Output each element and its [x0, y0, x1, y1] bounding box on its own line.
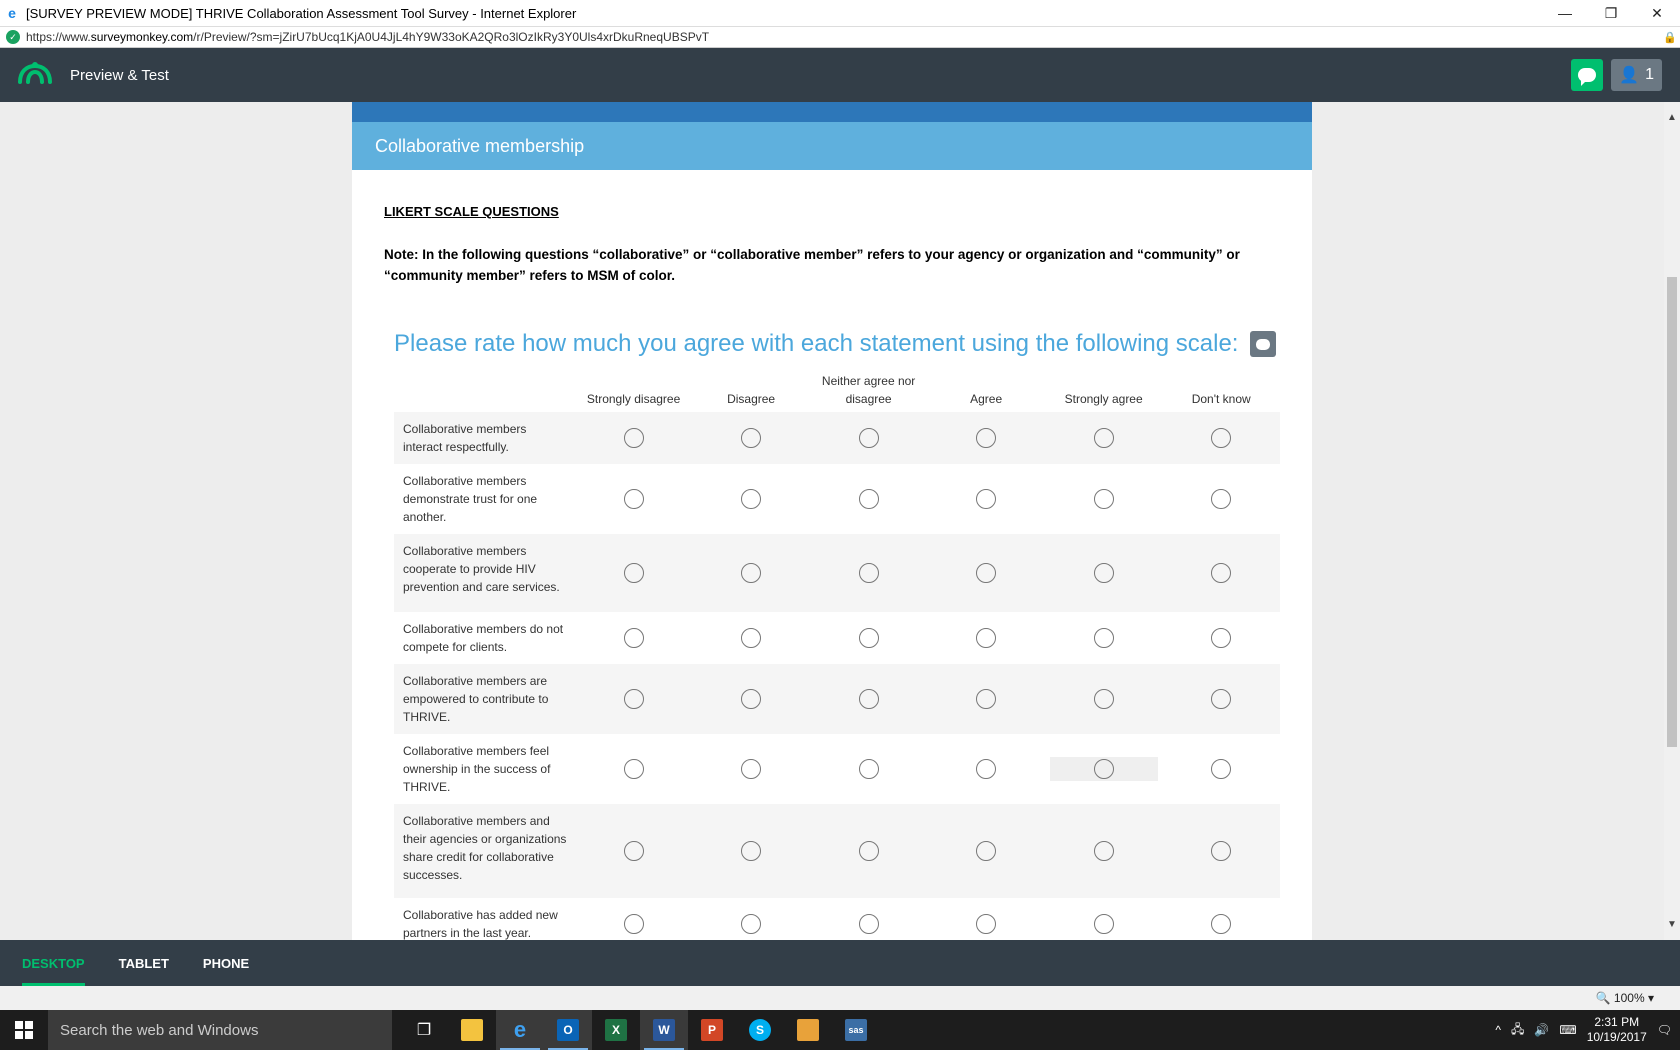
folder-glyph	[461, 1019, 483, 1041]
row-label: Collaborative members feel ownership in the success of THRIVE.	[403, 744, 551, 794]
skype-glyph: S	[749, 1019, 771, 1041]
survey-page	[352, 102, 1312, 940]
row-label: Collaborative members and their agencies or organizations share credit for collaborative successes.	[394, 804, 575, 898]
matrix-cell	[927, 734, 1045, 804]
radio-option[interactable]	[1211, 914, 1231, 934]
matrix-cell	[575, 898, 693, 940]
matrix-cell	[810, 804, 928, 898]
radio-option[interactable]	[741, 689, 761, 709]
skype-icon[interactable]	[736, 1010, 784, 1050]
clock-time: 2:31 PM	[1594, 1015, 1640, 1029]
radio-option[interactable]	[976, 841, 996, 861]
matrix-cell	[1162, 734, 1280, 804]
matrix-header-row	[394, 372, 1280, 412]
radio-option[interactable]	[1094, 689, 1114, 709]
matrix-cell	[575, 664, 693, 734]
radio-option[interactable]	[1211, 689, 1231, 709]
radio-option[interactable]	[1094, 914, 1114, 934]
radio-option[interactable]	[1211, 428, 1231, 448]
matrix-cell	[927, 412, 1045, 464]
column-header: Agree	[970, 392, 1003, 406]
matrix-cell	[1162, 464, 1280, 534]
matrix-cell	[1162, 612, 1280, 664]
matrix-cell	[1045, 898, 1163, 940]
taskbar-apps	[400, 1010, 880, 1050]
radio-option[interactable]	[859, 628, 879, 648]
matrix-cell	[1045, 664, 1163, 734]
radio-option[interactable]	[859, 428, 879, 448]
radio-option[interactable]	[859, 759, 879, 779]
sas-icon[interactable]	[832, 1010, 880, 1050]
radio-option[interactable]	[1211, 759, 1231, 779]
survey-top-band	[352, 102, 1312, 122]
radio-option[interactable]	[859, 689, 879, 709]
scroll-down-icon[interactable]: ▼	[1667, 919, 1677, 930]
radio-option[interactable]	[1094, 489, 1114, 509]
matrix-cell	[692, 534, 810, 612]
restore-button[interactable]: ❐	[1604, 4, 1618, 21]
row-label: Collaborative members do not compete for clients.	[403, 622, 564, 654]
powerpoint-glyph: P	[701, 1019, 723, 1041]
matrix-cell	[810, 534, 928, 612]
internet-explorer-icon: e	[8, 5, 16, 21]
matrix-cell	[1045, 412, 1163, 464]
radio-option[interactable]	[1211, 628, 1231, 648]
matrix-cell	[810, 464, 928, 534]
app-title: Preview & Test	[70, 66, 169, 84]
windows-taskbar	[0, 1010, 1680, 1050]
excel-icon[interactable]	[592, 1010, 640, 1050]
matrix-cell	[1045, 464, 1163, 534]
radio-option[interactable]	[624, 689, 644, 709]
ie-glyph: e	[513, 1017, 527, 1042]
matrix-cell	[1045, 734, 1163, 804]
url-domain: surveymonkey.com	[90, 30, 194, 44]
matrix-cell	[575, 534, 693, 612]
device-tab-desktop[interactable]: DESKTOP	[22, 940, 85, 986]
radio-option[interactable]	[859, 841, 879, 861]
powerpoint-icon[interactable]	[688, 1010, 736, 1050]
radio-option[interactable]	[1094, 841, 1114, 861]
page-header: Collaborative membership	[352, 122, 1312, 170]
matrix-cell	[1162, 898, 1280, 940]
matrix-cell	[575, 734, 693, 804]
chevron-up-icon[interactable]: ^	[1495, 1023, 1502, 1037]
url-prefix: https://www.	[26, 30, 91, 44]
radio-option[interactable]	[741, 628, 761, 648]
url-field[interactable]	[26, 30, 1660, 44]
matrix-cell	[692, 734, 810, 804]
survey-canvas[interactable]	[0, 102, 1664, 940]
radio-option[interactable]	[624, 759, 644, 779]
app-header	[0, 48, 1680, 102]
matrix-row	[394, 412, 1280, 464]
matrix-cell	[810, 898, 928, 940]
matrix-cell	[575, 412, 693, 464]
surveymonkey-logo-icon[interactable]	[16, 60, 56, 90]
radio-option[interactable]	[859, 563, 879, 583]
radio-option[interactable]	[741, 914, 761, 934]
likert-matrix	[394, 372, 1280, 940]
matrix-cell	[1045, 612, 1163, 664]
zoom-control[interactable]	[1596, 991, 1654, 1005]
radio-option[interactable]	[976, 428, 996, 448]
column-header: Strongly agree	[1064, 392, 1143, 406]
device-preview-bar	[0, 940, 1680, 986]
lock-icon[interactable]: 🔒	[1663, 31, 1677, 44]
volume-icon[interactable]: 🔊	[1534, 1023, 1550, 1037]
radio-option[interactable]	[976, 489, 996, 509]
radio-option[interactable]	[976, 628, 996, 648]
question-heading	[384, 330, 1280, 358]
reviewers-button[interactable]	[1611, 59, 1662, 91]
excel-glyph: X	[605, 1019, 627, 1041]
word-icon[interactable]	[640, 1010, 688, 1050]
matrix-corner	[394, 372, 575, 412]
window-controls	[1542, 0, 1680, 26]
clock[interactable]	[1587, 1015, 1647, 1045]
radio-option[interactable]	[1094, 563, 1114, 583]
radio-option[interactable]	[859, 914, 879, 934]
column-header: Strongly disagree	[586, 392, 681, 406]
matrix-cell	[692, 464, 810, 534]
radio-option[interactable]	[741, 489, 761, 509]
radio-option[interactable]	[624, 428, 644, 448]
radio-option[interactable]	[1094, 428, 1114, 448]
scroll-up-icon[interactable]: ▲	[1667, 112, 1677, 123]
matrix-cell	[692, 898, 810, 940]
column-header: Neither agree nor disagree	[821, 374, 916, 406]
column-header: Don't know	[1191, 392, 1251, 406]
reviewer-count: 1	[1645, 66, 1654, 83]
radio-option[interactable]	[624, 914, 644, 934]
radio-option[interactable]	[976, 759, 996, 779]
matrix-row	[394, 734, 1280, 804]
matrix-cell	[575, 612, 693, 664]
matrix-row	[394, 534, 1280, 612]
matrix-cell	[1162, 534, 1280, 612]
start-button[interactable]	[0, 1010, 48, 1050]
close-button[interactable]: ✕	[1651, 4, 1663, 21]
radio-option[interactable]	[1211, 489, 1231, 509]
radio-option[interactable]	[1094, 628, 1114, 648]
matrix-cell	[927, 898, 1045, 940]
paint-icon[interactable]	[784, 1010, 832, 1050]
sas-glyph: sas	[845, 1019, 867, 1041]
row-label: Collaborative members are empowered to contribute to THRIVE.	[394, 664, 575, 734]
radio-option[interactable]	[976, 563, 996, 583]
user-icon: 👤	[1619, 67, 1640, 84]
zoom-level: 100%	[1613, 991, 1645, 1005]
address-bar[interactable]	[0, 26, 1680, 48]
radio-option[interactable]	[624, 841, 644, 861]
matrix-cell	[927, 612, 1045, 664]
paint-glyph	[797, 1019, 819, 1041]
keyboard-icon[interactable]: ⌨	[1559, 1023, 1577, 1037]
row-label: Collaborative members interact respectfully.	[394, 412, 575, 464]
matrix-cell	[1045, 804, 1163, 898]
radio-option[interactable]	[741, 428, 761, 448]
word-glyph: W	[653, 1019, 675, 1041]
radio-option[interactable]	[1094, 759, 1114, 779]
outlook-glyph: O	[557, 1019, 579, 1041]
logo-svg	[16, 60, 54, 86]
matrix-cell	[927, 464, 1045, 534]
notifications-icon[interactable]: 🗨	[1656, 1023, 1672, 1037]
matrix-row	[394, 612, 1280, 664]
taskbar-search[interactable]: Search the web and Windows	[48, 1010, 392, 1050]
vertical-scrollbar[interactable]	[1664, 102, 1680, 940]
radio-option[interactable]	[1211, 841, 1231, 861]
matrix-cell	[692, 612, 810, 664]
hover-highlight	[1050, 757, 1158, 781]
question-comment-icon[interactable]	[1250, 331, 1276, 357]
matrix-cell	[810, 612, 928, 664]
matrix-cell	[575, 464, 693, 534]
secure-site-icon: ✓	[6, 30, 20, 44]
matrix-cell	[810, 664, 928, 734]
windows-logo-icon	[15, 1021, 33, 1039]
matrix-row	[394, 664, 1280, 734]
question-text: Please rate how much you agree with each statement using the following scale:	[394, 330, 1239, 357]
radio-option[interactable]	[741, 841, 761, 861]
chat-bubble-icon	[1578, 68, 1596, 82]
column-header: Disagree	[727, 392, 776, 406]
comments-button[interactable]	[1571, 59, 1603, 91]
matrix-row	[394, 464, 1280, 534]
minimize-button[interactable]: —	[1558, 5, 1572, 21]
matrix-cell	[927, 664, 1045, 734]
url-path: /r/Preview/?sm=jZirU7bUcq1KjA0U4JjL4hY9W33oKA2QRo3lOzIkRy3Y0Uls4xrDkuRneqUBSPvT	[193, 30, 710, 44]
matrix-cell	[810, 734, 928, 804]
matrix-cell	[575, 804, 693, 898]
matrix-cell	[692, 412, 810, 464]
matrix-cell	[1162, 804, 1280, 898]
radio-option[interactable]	[624, 489, 644, 509]
file-explorer-icon[interactable]	[448, 1010, 496, 1050]
radio-option[interactable]	[1211, 563, 1231, 583]
matrix-cell	[692, 804, 810, 898]
window-titlebar	[0, 0, 1680, 26]
matrix-cell	[927, 534, 1045, 612]
radio-option[interactable]	[624, 628, 644, 648]
ie-status-bar	[0, 986, 1680, 1010]
scroll-thumb[interactable]	[1667, 277, 1677, 747]
chevron-down-icon: ▾	[1647, 991, 1654, 1005]
matrix-row	[394, 804, 1280, 898]
matrix-row	[394, 898, 1280, 940]
row-label: Collaborative has added new partners in the last year.	[403, 908, 558, 940]
radio-option[interactable]	[976, 914, 996, 934]
device-tab-tablet[interactable]: TABLET	[118, 955, 169, 971]
note-text: Note: In the following questions “collaborative” or “collaborative member” refers to your agency or organization and “community” or “community member” refers to MSM of color.	[384, 247, 1240, 283]
window-title: [SURVEY PREVIEW MODE] THRIVE Collaboration Assessment Tool Survey - Internet Explorer	[26, 5, 577, 21]
comment-bubble-icon	[1256, 339, 1270, 350]
outlook-icon[interactable]	[544, 1010, 592, 1050]
task-view-icon[interactable]: ❐	[416, 1022, 432, 1039]
radio-option[interactable]	[859, 489, 879, 509]
matrix-cell	[810, 412, 928, 464]
matrix-cell	[1162, 412, 1280, 464]
matrix-cell	[1162, 664, 1280, 734]
row-label: Collaborative members demonstrate trust for one another.	[403, 474, 538, 524]
internet-explorer-taskbar-icon[interactable]	[496, 1010, 544, 1050]
likert-section-title: LIKERT SCALE QUESTIONS	[384, 204, 559, 219]
radio-option[interactable]	[741, 759, 761, 779]
device-tab-phone[interactable]: PHONE	[202, 955, 250, 971]
radio-option[interactable]	[741, 563, 761, 583]
matrix-cell	[692, 664, 810, 734]
matrix-cell	[1045, 534, 1163, 612]
matrix-cell	[927, 804, 1045, 898]
clock-date: 10/19/2017	[1586, 1030, 1647, 1044]
radio-option[interactable]	[624, 563, 644, 583]
zoom-icon: 🔍	[1595, 991, 1611, 1005]
row-label: Collaborative members cooperate to provide HIV prevention and care services.	[394, 534, 575, 612]
system-tray	[1495, 1010, 1680, 1050]
radio-option[interactable]	[976, 689, 996, 709]
network-icon[interactable]: 🖧	[1511, 1021, 1525, 1036]
